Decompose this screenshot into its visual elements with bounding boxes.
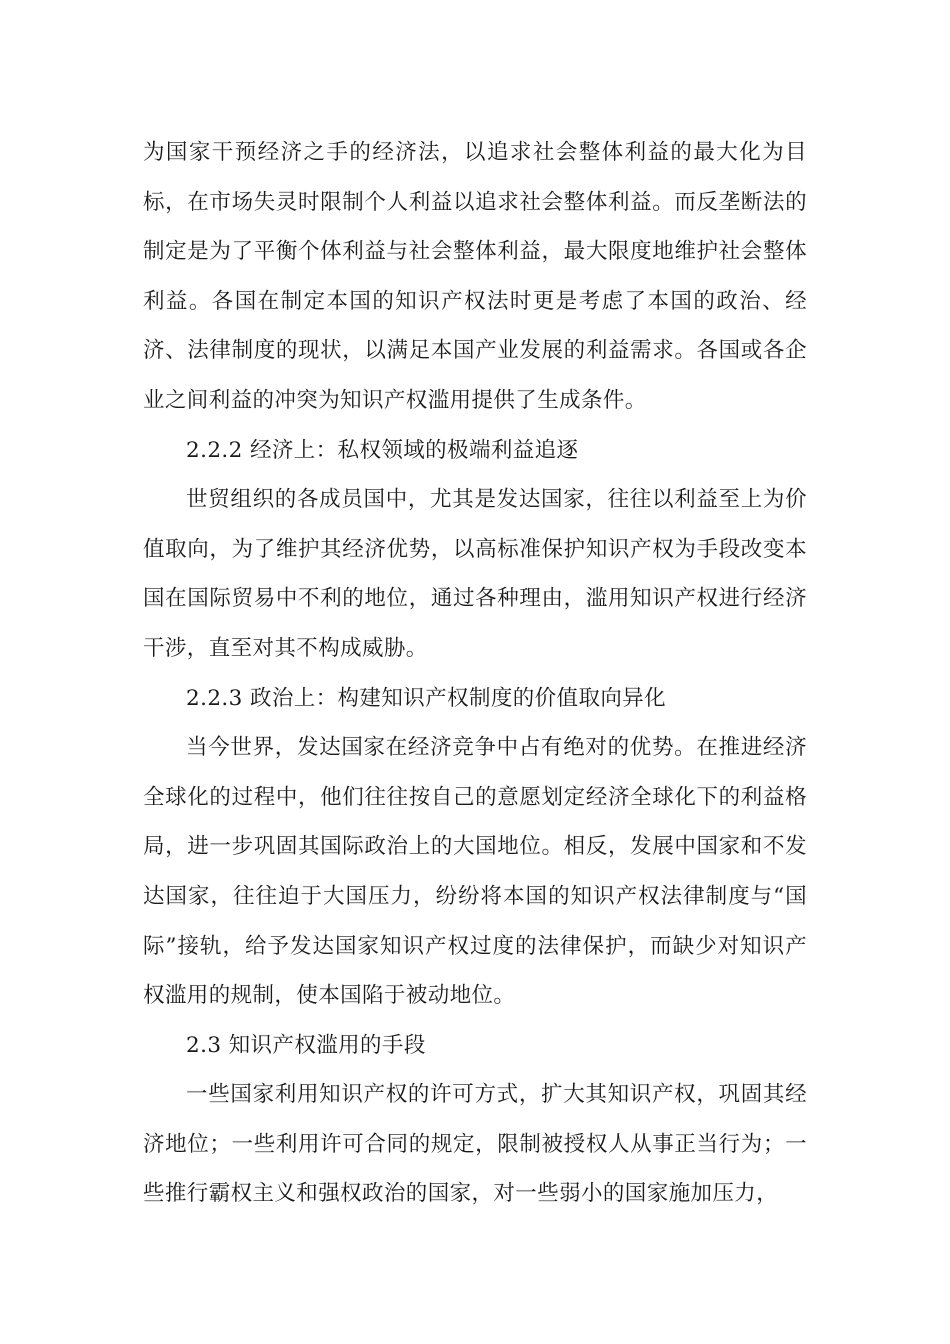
section-heading-2-2-2: 2.2.2 经济上：私权领域的极端利益追逐 xyxy=(186,437,579,463)
section-heading-2-2-3: 2.2.3 政治上：构建知识产权制度的价值取向异化 xyxy=(186,685,667,711)
document-body xyxy=(143,128,807,1219)
paragraph-means: 一些国家利用知识产权的许可方式，扩大其知识产权，巩固其经济地位；一些利用许可合同的规定，限制被授权人从事正当行为；一些推行霸权主义和强权政治的国家，对一些弱小的国家施加压力， xyxy=(143,1082,807,1207)
paragraph-political: 当今世界，发达国家在经济竞争中占有绝对的优势。在推进经济全球化的过程中，他们往往按自己的意愿划定经济全球化下的利益格局，进一步巩固其国际政治上的大国地位。相反，发展中国家和不发达国家，往往迫于大国压力，纷纷将本国的知识产权法律制度与“国际”接轨，给予发达国家知识产权过度的法律保护，而缺少对知识产权滥用的规制，使本国陷于被动地位。 xyxy=(143,735,807,1009)
paragraph-economic: 世贸组织的各成员国中，尤其是发达国家，往往以利益至上为价值取向，为了维护其经济优势，以高标准保护知识产权为手段改变本国在国际贸易中不利的地位，通过各种理由，滥用知识产权进行经济干涉，直至对其不构成威胁。 xyxy=(143,487,807,661)
paragraph-continued: 为国家干预经济之手的经济法，以追求社会整体利益的最大化为目标，在市场失灵时限制个人利益以追求社会整体利益。而反垄断法的制定是为了平衡个体利益与社会整体利益，最大限度地维护社会整体利益。各国在制定本国的知识产权法时更是考虑了本国的政治、经济、法律制度的现状，以满足本国产业发展的利益需求。各国或各企业之间利益的冲突为知识产权滥用提供了生成条件。 xyxy=(143,140,807,413)
section-heading-2-3: 2.3 知识产权滥用的手段 xyxy=(186,1032,426,1058)
